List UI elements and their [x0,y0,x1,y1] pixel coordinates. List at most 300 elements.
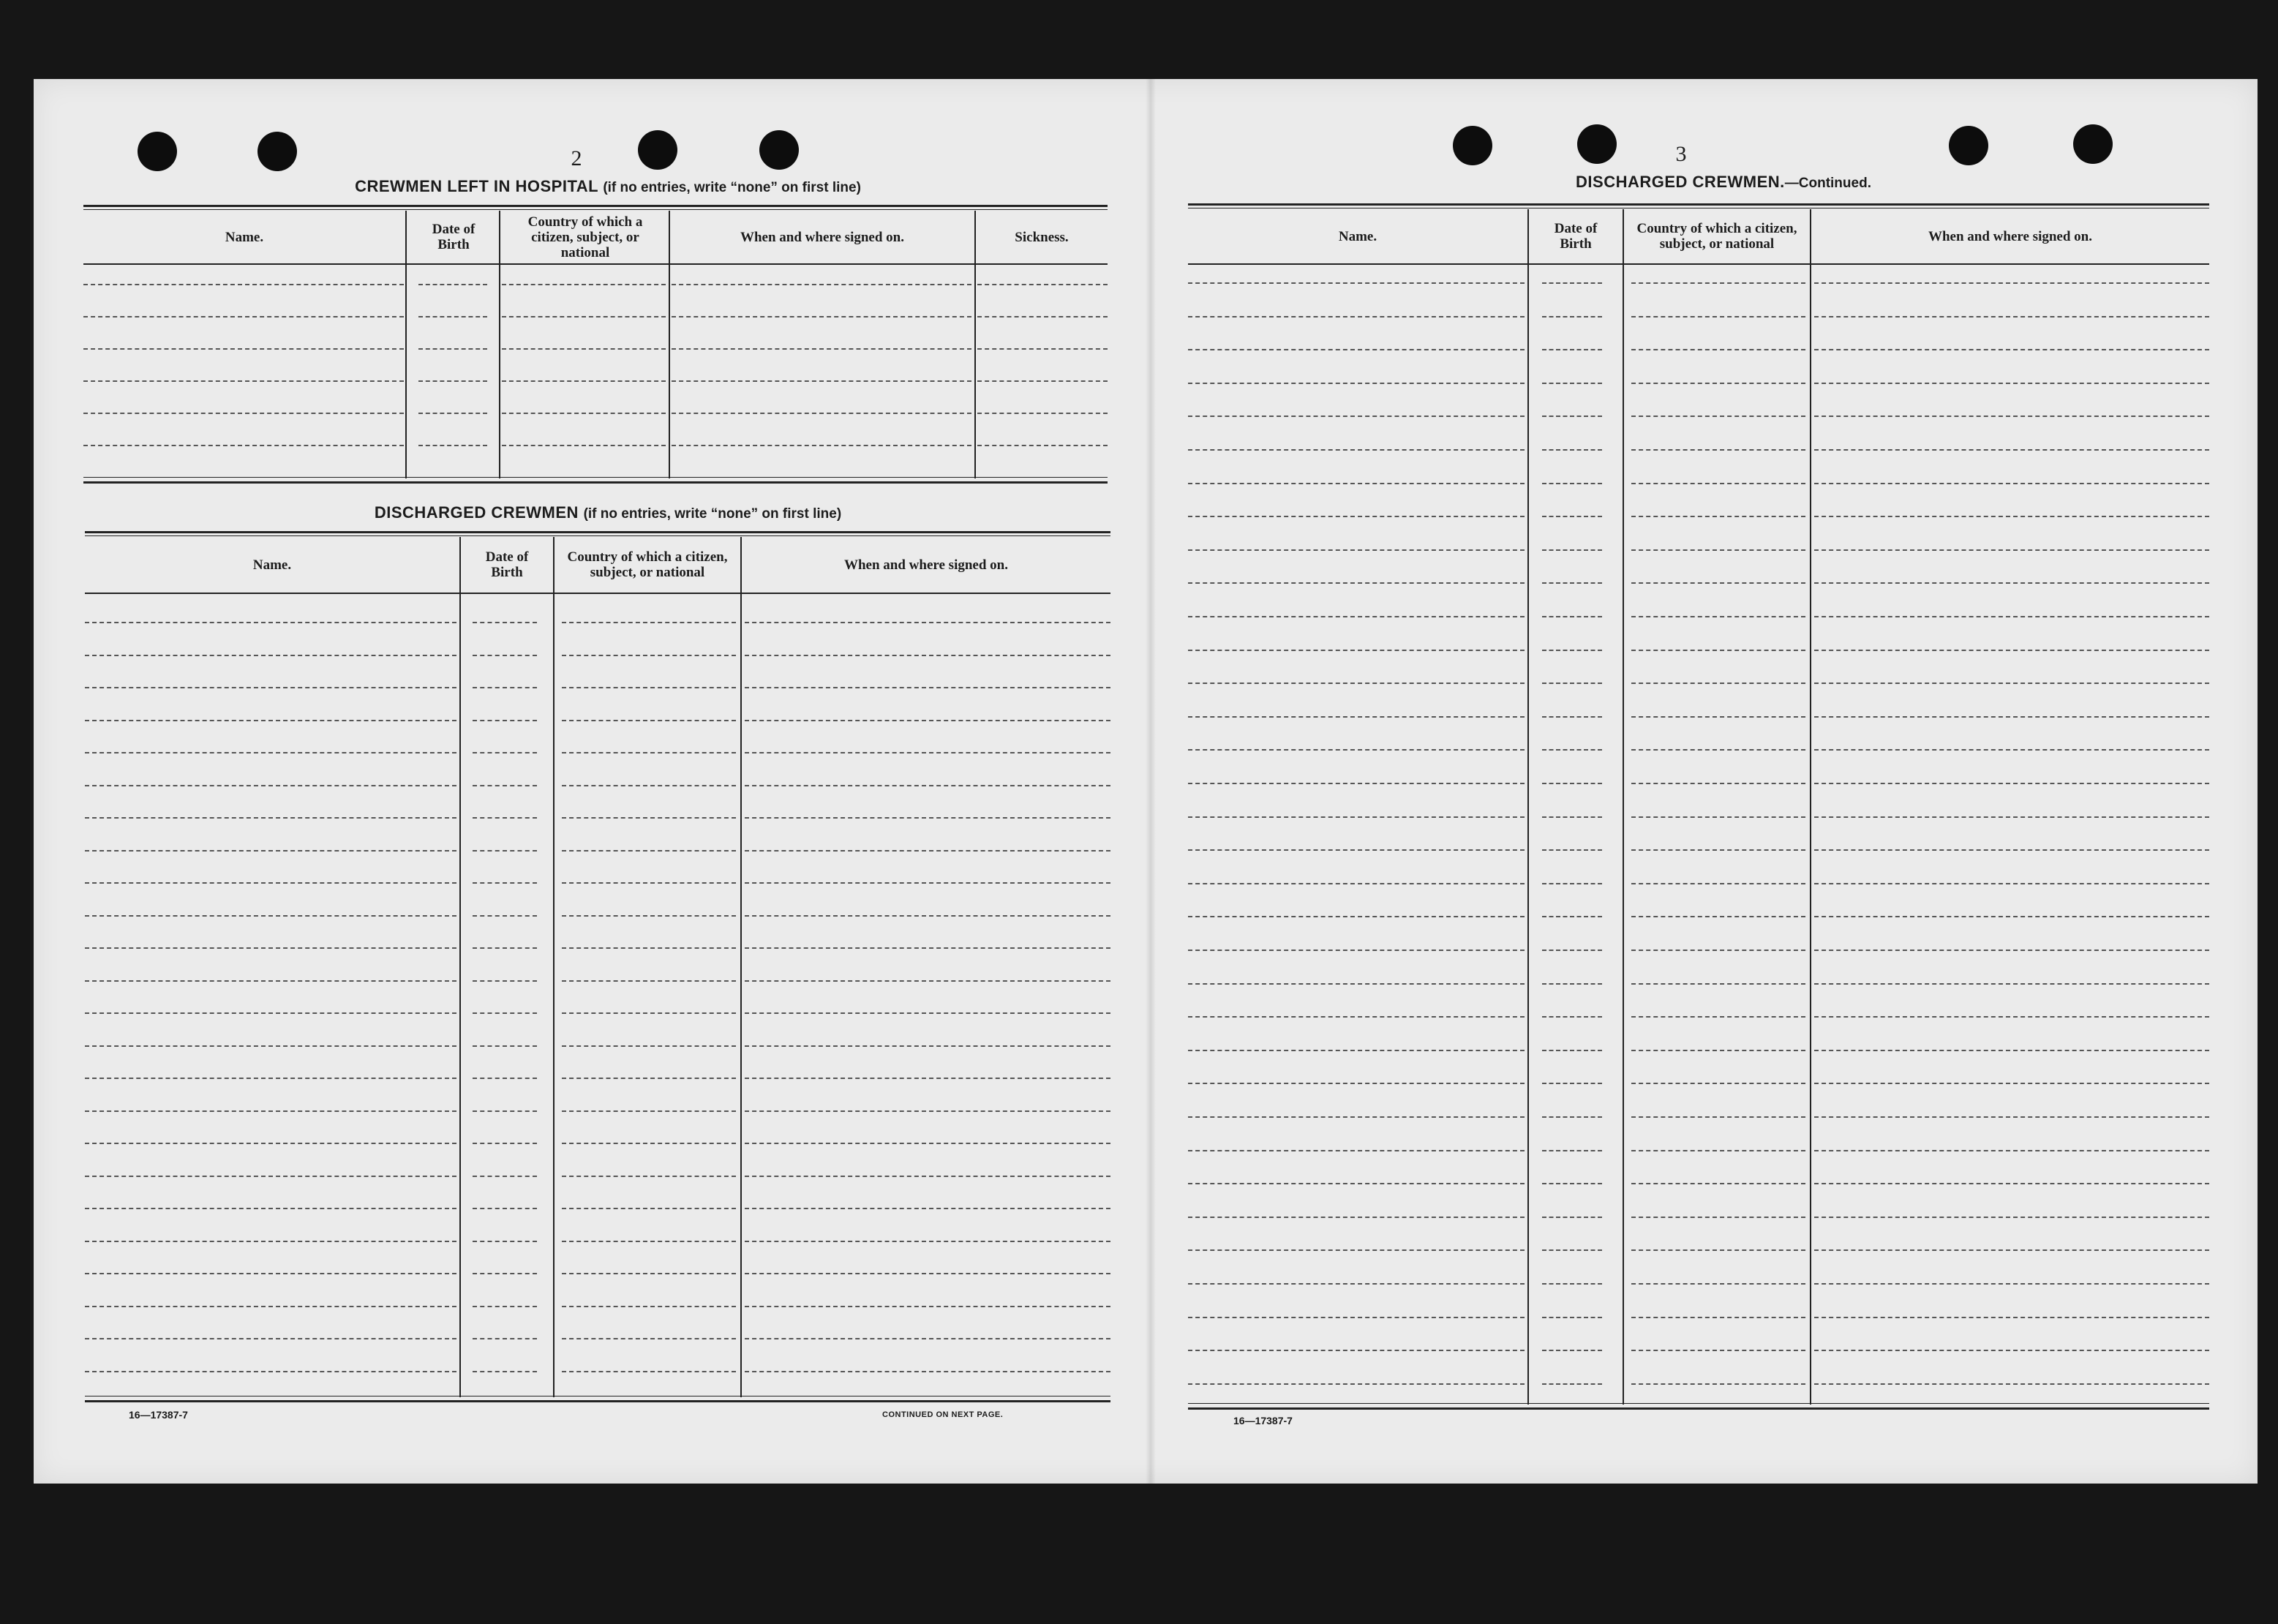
discharged-continued-subtitle-text: —Continued. [1784,176,1871,191]
entry-line [1188,1350,1525,1351]
entry-line [1814,1217,2209,1218]
entry-line [1631,1283,1805,1285]
entry-line [1814,1183,2209,1184]
entry-line [1542,549,1602,551]
entry-line [1188,849,1525,851]
entry-line [85,622,456,623]
entry-line [672,284,971,285]
entry-line [1631,1217,1805,1218]
entry-line [1188,416,1525,417]
entry-line [562,882,736,884]
entry-line [1631,716,1805,718]
entry-line [473,1012,537,1014]
punch-hole [2073,124,2113,164]
entry-line [1814,383,2209,384]
entry-line [1631,1249,1805,1251]
form-number-right: 16—17387-7 [1233,1415,1293,1426]
entry-line [418,445,487,446]
entry-line [85,687,456,688]
entry-line [1631,549,1805,551]
punch-hole [1577,124,1617,164]
entry-line [1542,383,1602,384]
entry-line [85,1208,456,1209]
entry-line [418,316,487,317]
column-header-date-of-birth: Date of Birth [432,222,475,252]
entry-line [562,1371,736,1372]
entry-line [473,980,537,982]
entry-line [1631,883,1805,884]
discharged-continued-title [1226,173,2221,192]
column-header-sickness: Sickness. [1015,229,1069,245]
entry-line [1631,1016,1805,1018]
entry-line [1542,916,1602,917]
entry-line [473,720,537,721]
entry-line [1542,582,1602,584]
entry-line [1631,1050,1805,1051]
entry-line [473,752,537,753]
entry-line [502,445,666,446]
page-number-right: 3 [1675,142,1687,166]
entry-line [1814,1383,2209,1385]
entry-line [1542,1150,1602,1151]
entry-line [1814,1116,2209,1118]
entry-line [83,348,404,350]
entry-line [1814,883,2209,884]
entry-line [745,1208,1110,1209]
entry-line [473,1338,537,1339]
page-number-left: 2 [571,146,582,170]
entry-line [1542,783,1602,784]
entry-line [85,1273,456,1274]
entry-line [473,1143,537,1144]
entry-line [977,445,1108,446]
entry-line [1814,816,2209,818]
punch-hole [1949,126,1988,165]
entry-line [1631,449,1805,451]
entry-line [1631,616,1805,617]
entry-line [473,817,537,819]
entry-line [418,413,487,414]
entry-line [562,1176,736,1177]
entry-line [85,1371,456,1372]
entry-line [83,445,404,446]
entry-line [1542,349,1602,350]
entry-line [1542,316,1602,317]
entry-line [1542,816,1602,818]
hospital-title-text: CREWMEN LEFT IN HOSPITAL [355,177,598,195]
entry-line [745,752,1110,753]
entry-line [745,1110,1110,1112]
entry-line [1188,983,1525,985]
entry-line [1631,1116,1805,1118]
entry-line [1542,650,1602,651]
entry-line [1188,1116,1525,1118]
entry-line [85,1143,456,1144]
entry-line [85,1306,456,1307]
entry-line [83,380,404,382]
entry-line [1814,549,2209,551]
entry-line [1814,716,2209,718]
page-fold [1146,79,1156,1484]
entry-line [473,882,537,884]
entry-line [745,655,1110,656]
entry-line [1814,1249,2209,1251]
entry-line [1814,349,2209,350]
entry-line [473,785,537,786]
entry-line [1631,349,1805,350]
entry-line [85,720,456,721]
entry-line [502,348,666,350]
column-header-date-of-birth: Date of Birth [1554,221,1598,252]
entry-line [473,622,537,623]
entry-line [418,348,487,350]
entry-line [85,752,456,753]
entry-line [1188,683,1525,684]
entry-line [1814,650,2209,651]
entry-line [977,413,1108,414]
entry-line [1631,983,1805,985]
entry-line [418,380,487,382]
entry-line [1814,483,2209,484]
entry-line [1188,616,1525,617]
entry-line [1631,950,1805,951]
entry-line [1814,1350,2209,1351]
entry-line [1814,950,2209,951]
column-header-date-of-birth: Date of Birth [485,549,529,580]
entry-line [1814,983,2209,985]
column-header-country: Country of which a citizen, subject, or national [567,549,728,580]
entry-line [1542,1350,1602,1351]
entry-line [473,850,537,852]
entry-line [1188,516,1525,517]
entry-line [1631,650,1805,651]
column-header-signed-on: When and where signed on. [740,229,904,245]
entry-line [85,1078,456,1079]
entry-line [1188,1249,1525,1251]
entry-line [1188,282,1525,284]
entry-line [745,687,1110,688]
entry-line [1814,783,2209,784]
entry-line [745,980,1110,982]
entry-line [473,915,537,917]
entry-line [745,1078,1110,1079]
entry-line [977,380,1108,382]
entry-line [473,1208,537,1209]
entry-line [672,445,971,446]
entry-line [562,785,736,786]
column-header-signed-on: When and where signed on. [843,557,1008,573]
entry-line [473,687,537,688]
entry-line [562,687,736,688]
entry-line [85,817,456,819]
entry-line [745,1176,1110,1177]
entry-line [1188,1183,1525,1184]
entry-line [1814,416,2209,417]
entry-line [562,1273,736,1274]
entry-line [745,1338,1110,1339]
entry-line [502,413,666,414]
punch-hole [759,130,799,170]
entry-line [1188,1283,1525,1285]
entry-line [1814,849,2209,851]
entry-line [1542,1383,1602,1385]
entry-line [1631,849,1805,851]
entry-line [1188,883,1525,884]
entry-line [473,655,537,656]
entry-line [1188,816,1525,818]
entry-line [562,720,736,721]
entry-line [562,817,736,819]
entry-line [745,1012,1110,1014]
hospital-section-title [114,177,1102,196]
entry-line [1631,1317,1805,1318]
entry-line [562,1338,736,1339]
entry-line [562,1306,736,1307]
entry-line [1814,749,2209,751]
entry-line [1542,983,1602,985]
entry-line [1814,316,2209,317]
entry-line [562,1241,736,1242]
entry-line [745,947,1110,949]
entry-line [1542,1317,1602,1318]
entry-line [1542,483,1602,484]
discharged-continued-title-text: DISCHARGED CREWMEN. [1576,173,1785,191]
entry-line [1631,1083,1805,1084]
entry-line [1542,950,1602,951]
entry-line [418,284,487,285]
entry-line [85,882,456,884]
entry-line [1631,1150,1805,1151]
entry-line [1814,683,2209,684]
entry-line [1631,1183,1805,1184]
entry-line [562,1143,736,1144]
entry-line [85,1176,456,1177]
entry-line [473,1176,537,1177]
entry-line [83,284,404,285]
discharged-table [85,531,1110,1402]
column-header-name: Name. [252,557,292,573]
entry-line [473,1110,537,1112]
entry-line [1631,282,1805,284]
entry-line [1542,1183,1602,1184]
entry-line [562,1208,736,1209]
entry-line [672,348,971,350]
entry-line [1542,683,1602,684]
entry-line [85,1045,456,1047]
entry-line [1188,716,1525,718]
entry-line [1814,282,2209,284]
entry-line [1188,383,1525,384]
entry-line [1542,1050,1602,1051]
entry-line [562,980,736,982]
entry-line [562,1110,736,1112]
column-header-name: Name. [225,229,264,245]
entry-line [1814,1050,2209,1051]
entry-line [745,1143,1110,1144]
entry-line [473,1241,537,1242]
entry-line [672,413,971,414]
column-header-name: Name. [1338,228,1377,244]
continued-note: CONTINUED ON NEXT PAGE. [882,1410,1004,1419]
entry-line [85,1012,456,1014]
entry-line [1188,349,1525,350]
entry-line [1542,1116,1602,1118]
entry-line [1542,1249,1602,1251]
entry-line [85,785,456,786]
entry-line [1188,1383,1525,1385]
entry-line [745,850,1110,852]
entry-line [1542,716,1602,718]
column-header-signed-on: When and where signed on. [1928,228,2092,244]
entry-line [502,380,666,382]
entry-line [473,1273,537,1274]
entry-line [1188,916,1525,917]
entry-line [562,752,736,753]
entry-line [1631,416,1805,417]
entry-line [1631,816,1805,818]
entry-line [502,284,666,285]
entry-line [502,316,666,317]
entry-line [83,316,404,317]
entry-line [1188,1150,1525,1151]
discharged-continued-table [1188,203,2209,1410]
entry-line [977,348,1108,350]
discharged-section-title [114,503,1102,522]
entry-line [1188,1016,1525,1018]
entry-line [1188,1317,1525,1318]
entry-line [745,1371,1110,1372]
entry-line [85,1110,456,1112]
entry-line [1631,483,1805,484]
entry-line [1542,849,1602,851]
entry-line [1814,516,2209,517]
entry-line [1188,749,1525,751]
entry-line [1542,416,1602,417]
entry-line [473,1306,537,1307]
punch-hole [1453,126,1492,165]
entry-line [1631,383,1805,384]
entry-line [562,1078,736,1079]
entry-line [745,915,1110,917]
hospital-subtitle-text: (if no entries, write “none” on first line) [603,180,861,195]
entry-line [1814,582,2209,584]
entry-line [473,1371,537,1372]
entry-line [85,980,456,982]
entry-line [1542,1217,1602,1218]
entry-line [1542,616,1602,617]
entry-line [562,850,736,852]
entry-line [473,947,537,949]
entry-line [1814,1150,2209,1151]
entry-line [1188,483,1525,484]
entry-line [745,1306,1110,1307]
entry-line [473,1078,537,1079]
entry-line [1188,1083,1525,1084]
entry-line [1631,516,1805,517]
entry-line [1188,449,1525,451]
entry-line [745,1045,1110,1047]
entry-line [1188,950,1525,951]
entry-line [83,413,404,414]
entry-line [1631,1383,1805,1385]
entry-line [562,1045,736,1047]
entry-line [1814,1283,2209,1285]
entry-line [672,380,971,382]
entry-line [1814,1317,2209,1318]
entry-line [745,785,1110,786]
entry-line [977,284,1108,285]
entry-line [1814,916,2209,917]
entry-line [85,1338,456,1339]
entry-line [562,622,736,623]
entry-line [1188,1050,1525,1051]
entry-line [1814,449,2209,451]
entry-line [1188,582,1525,584]
form-number-left: 16—17387-7 [129,1409,188,1421]
entry-line [745,817,1110,819]
entry-line [1814,616,2209,617]
entry-line [1188,316,1525,317]
column-header-country: Country of which a citizen, subject, or national [1636,221,1797,252]
hospital-table [83,205,1108,483]
punch-hole [258,132,297,171]
entry-line [1542,749,1602,751]
entry-line [1542,883,1602,884]
entry-line [85,915,456,917]
entry-line [1542,1083,1602,1084]
entry-line [1631,749,1805,751]
entry-line [1631,582,1805,584]
entry-line [977,316,1108,317]
entry-line [1814,1083,2209,1084]
entry-line [562,655,736,656]
entry-line [1631,916,1805,917]
entry-line [85,1241,456,1242]
discharged-title-text: DISCHARGED CREWMEN [374,503,579,522]
entry-line [562,1012,736,1014]
discharged-subtitle-text: (if no entries, write “none” on first line) [583,506,842,522]
entry-line [85,850,456,852]
entry-line [1542,516,1602,517]
entry-line [1188,650,1525,651]
entry-line [473,1045,537,1047]
entry-line [1188,1217,1525,1218]
entry-line [745,882,1110,884]
entry-line [1542,1283,1602,1285]
column-header-country: Country of which a citizen, subject, or national [527,214,643,260]
document-sheet [34,79,2258,1484]
entry-line [745,1273,1110,1274]
entry-line [1188,783,1525,784]
entry-line [745,1241,1110,1242]
entry-line [1814,1016,2209,1018]
entry-line [1631,316,1805,317]
entry-line [1631,683,1805,684]
entry-line [85,655,456,656]
entry-line [562,947,736,949]
entry-line [745,720,1110,721]
entry-line [1542,449,1602,451]
punch-hole [638,130,677,170]
entry-line [672,316,971,317]
entry-line [1631,783,1805,784]
entry-line [745,622,1110,623]
punch-hole [138,132,177,171]
entry-line [1631,1350,1805,1351]
entry-line [562,915,736,917]
entry-line [85,947,456,949]
entry-line [1542,1016,1602,1018]
